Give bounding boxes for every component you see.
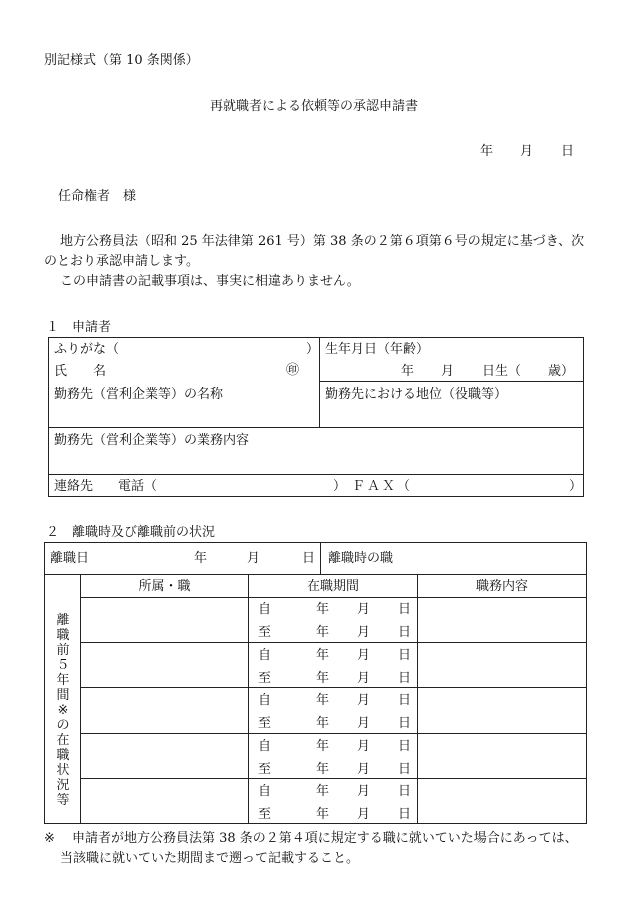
period-month-label: 月 (357, 762, 371, 777)
period-day-label: 日 (398, 807, 412, 822)
fax-label: ＦＡＸ（ (352, 479, 413, 494)
vertical-char: 間 (56, 688, 70, 703)
period-to-label: 至 (258, 716, 272, 731)
period-month-label: 月 (357, 739, 371, 754)
vertical-char: 職 (56, 748, 70, 763)
period-year-label: 年 (316, 739, 330, 754)
period-month-label: 月 (357, 693, 371, 708)
contact-label: 連絡先 (54, 479, 94, 494)
period-from-label: 自 (258, 648, 272, 663)
vertical-char: 等 (56, 793, 70, 808)
footnote-mark: ※ (44, 831, 55, 846)
vertical-char: 離 (56, 613, 70, 628)
period-year-label: 年 (316, 762, 330, 777)
retire-year-label: 年 (194, 551, 208, 566)
period-month-label: 月 (357, 716, 371, 731)
seal-mark: ㊞ (286, 363, 300, 378)
period-month-label: 月 (357, 625, 371, 640)
vertical-char: ５ (56, 658, 70, 673)
period-year-label: 年 (316, 602, 330, 617)
period-from-label: 自 (258, 602, 272, 617)
name-label: 氏 名 (54, 364, 107, 379)
retire-month-label: 月 (247, 551, 261, 566)
period-year-label: 年 (316, 648, 330, 663)
paragraph-1-line-2: のとおり承認申請します。 (44, 254, 199, 269)
column-period: 在職期間 (306, 579, 359, 594)
period-year-label: 年 (316, 693, 330, 708)
employer-position-label: 勤務先における地位（役職等） (325, 387, 508, 402)
retire-day-label: 日 (302, 551, 316, 566)
period-to-label: 至 (258, 807, 272, 822)
period-day-label: 日 (398, 784, 412, 799)
employer-name-label: 勤務先（営利企業等）の名称 (54, 387, 224, 402)
period-month-label: 月 (357, 671, 371, 686)
column-affiliation: 所属・職 (138, 579, 191, 594)
period-day-label: 日 (398, 648, 412, 663)
furigana-label: ふりがな（ (54, 342, 120, 357)
period-to-label: 至 (258, 671, 272, 686)
footnote-line-2: 当該職に就いていた期間まで遡って記載すること。 (60, 851, 360, 866)
vertical-label (46, 613, 80, 808)
period-year-label: 年 (316, 671, 330, 686)
section-2-heading: ２ 離職時及び離職前の状況 (46, 525, 216, 540)
furigana-close: ） (306, 342, 320, 357)
period-month-label: 月 (357, 784, 371, 799)
period-day-label: 日 (398, 716, 412, 731)
vertical-char: の (56, 718, 70, 733)
employer-business-label: 勤務先（営利企業等）の業務内容 (54, 433, 250, 448)
period-day-label: 日 (398, 602, 412, 617)
vertical-char: 状 (56, 763, 70, 778)
form-number: 別記様式（第 10 条関係） (44, 53, 199, 68)
period-day-label: 日 (398, 693, 412, 708)
retire-position-label: 離職時の職 (328, 551, 394, 566)
period-month-label: 月 (357, 807, 371, 822)
form-title: 再就職者による依頼等の承認申請書 (210, 99, 419, 114)
vertical-char: 況 (56, 778, 70, 793)
period-to-label: 至 (258, 762, 272, 777)
period-from-label: 自 (258, 739, 272, 754)
vertical-char: 前 (56, 643, 70, 658)
date-day-label: 日 (561, 144, 575, 159)
period-to-label: 至 (258, 625, 272, 640)
birth-age-label: 歳） (548, 364, 575, 379)
period-month-label: 月 (357, 648, 371, 663)
period-from-label: 自 (258, 693, 272, 708)
period-year-label: 年 (316, 625, 330, 640)
period-day-label: 日 (398, 762, 412, 777)
vertical-char: 在 (56, 733, 70, 748)
section-1-heading: １ 申請者 (46, 320, 112, 335)
birth-year-label: 年 (401, 364, 415, 379)
footnote-line-1: 申請者が地方公務員法第 38 条の２第４項に規定する職に就いていた場合にあっては、 (72, 831, 578, 846)
period-day-label: 日 (398, 739, 412, 754)
date-month-label: 月 (520, 144, 534, 159)
phone-label: 電話（ (118, 479, 158, 494)
vertical-char: 年 (56, 673, 70, 688)
period-day-label: 日 (398, 671, 412, 686)
date-year-label: 年 (480, 144, 494, 159)
column-duties: 職務内容 (475, 579, 528, 594)
period-year-label: 年 (316, 807, 330, 822)
retire-date-label: 離職日 (50, 551, 90, 566)
phone-close: ） (333, 479, 347, 494)
vertical-char: ※ (57, 703, 69, 718)
period-day-label: 日 (398, 625, 412, 640)
vertical-char: 職 (56, 628, 70, 643)
period-year-label: 年 (316, 784, 330, 799)
addressee: 任命権者 様 (58, 189, 137, 204)
period-year-label: 年 (316, 716, 330, 731)
birth-day-label: 日生（ (482, 364, 522, 379)
paragraph-1-line-1: 地方公務員法（昭和 25 年法律第 261 号）第 38 条の２第６項第６号の規定に基づき、次 (60, 234, 585, 249)
period-from-label: 自 (258, 784, 272, 799)
period-month-label: 月 (357, 602, 371, 617)
birth-month-label: 月 (441, 364, 455, 379)
birth-date-label: 生年月日（年齢） (325, 342, 430, 357)
fax-close: ） (569, 479, 583, 494)
paragraph-2: この申請書の記載事項は、事実に相違ありません。 (60, 274, 360, 289)
